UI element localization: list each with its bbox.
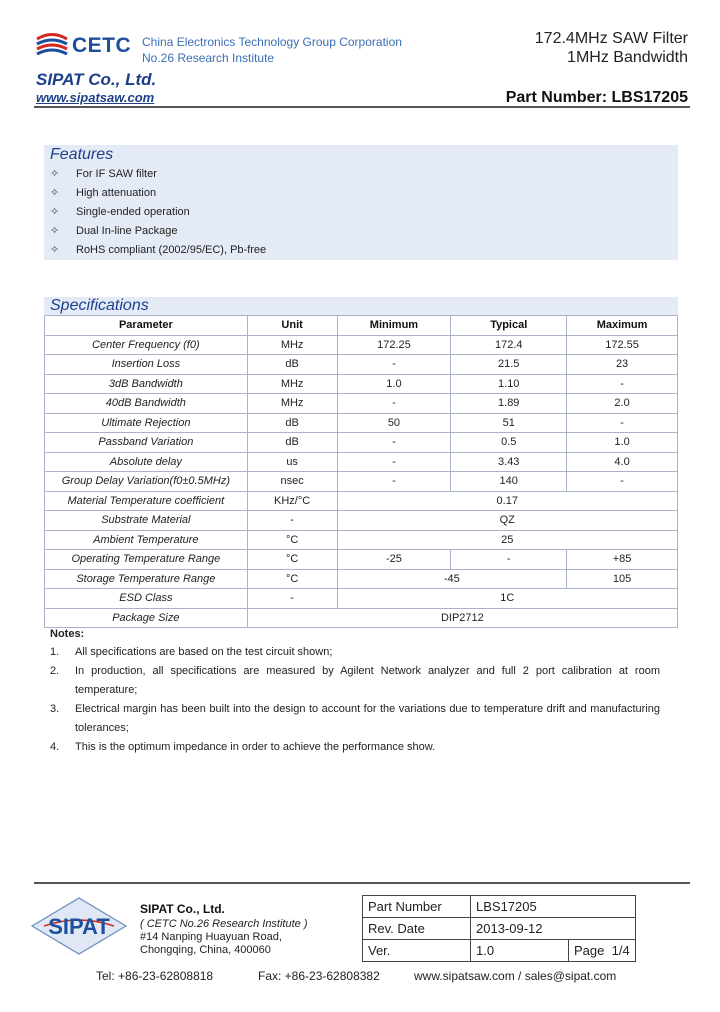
unit-cell: nsec	[247, 472, 337, 492]
value-cell: 25	[337, 530, 677, 550]
min-cell: -	[337, 452, 451, 472]
unit-cell: us	[247, 452, 337, 472]
footer-fax: Fax: +86-23-62808382	[258, 969, 380, 983]
table-header-row	[45, 316, 678, 336]
typ-cell: 21.5	[451, 355, 567, 375]
unit-cell: MHz	[247, 335, 337, 355]
unit-cell: °C	[247, 550, 337, 570]
table-row	[45, 355, 678, 375]
footer-company: SIPAT Co., Ltd.	[140, 902, 225, 916]
param-cell: 40dB Bandwidth	[45, 394, 248, 414]
col-header: Maximum	[567, 316, 678, 336]
diamond-bullet-icon: ✧	[50, 168, 60, 180]
table-row	[45, 472, 678, 492]
typ-cell: 3.43	[451, 452, 567, 472]
cetc-logo-text: CETC	[72, 34, 132, 57]
min-cell: -	[337, 433, 451, 453]
typ-cell: 1.10	[451, 374, 567, 394]
part-label: Part Number	[363, 896, 471, 918]
typ-cell: -	[451, 550, 567, 570]
table-row	[45, 413, 678, 433]
param-cell: Package Size	[45, 608, 248, 628]
sipat-logo-icon	[30, 896, 128, 956]
col-header: Minimum	[337, 316, 451, 336]
typ-cell: 51	[451, 413, 567, 433]
param-cell: Ambient Temperature	[45, 530, 248, 550]
value-cell: DIP2712	[247, 608, 677, 628]
footer-divider	[34, 882, 690, 884]
table-row	[45, 335, 678, 355]
footer-tel: Tel: +86-23-62808818	[96, 969, 214, 983]
company-name: SIPAT Co., Ltd.	[36, 70, 157, 89]
features-title: Features	[50, 146, 114, 163]
table-row	[45, 511, 678, 531]
document-info-table	[362, 895, 636, 962]
max-cell: 105	[567, 569, 678, 589]
specifications-title: Specifications	[50, 297, 149, 314]
doc-subtitle: 1MHz Bandwidth	[567, 49, 688, 66]
unit-cell: dB	[247, 355, 337, 375]
table-row	[363, 918, 636, 940]
table-row	[45, 608, 678, 628]
value-cell: 1C	[337, 589, 677, 609]
footer-address: #14 Nanping Huayuan Road,	[140, 931, 282, 943]
list-item: 2. In production, all specifications are measured by Agilent Network analyzer and full 2 port calibration at room temperature;	[50, 665, 660, 696]
list-item: 1. All specifications are based on the test circuit shown;	[50, 646, 333, 658]
param-cell: Insertion Loss	[45, 355, 248, 375]
max-cell: 2.0	[567, 394, 678, 414]
max-cell: -	[567, 472, 678, 492]
table-row	[45, 374, 678, 394]
diamond-bullet-icon: ✧	[50, 187, 60, 199]
specifications-table	[44, 315, 678, 628]
doc-title: 172.4MHz SAW Filter	[534, 30, 688, 47]
unit-cell: dB	[247, 433, 337, 453]
max-cell: +85	[567, 550, 678, 570]
part-number: Part Number: LBS17205	[505, 89, 688, 106]
table-row	[363, 896, 636, 918]
ver-label: Ver.	[363, 940, 471, 962]
list-item: 4. This is the optimum impedance in order to achieve the performance show.	[50, 741, 436, 753]
org-name: China Electronics Technology Group Corporation	[142, 35, 402, 49]
min-cell: -25	[337, 550, 451, 570]
table-row	[45, 433, 678, 453]
col-header: Parameter	[45, 316, 248, 336]
footer-web-email[interactable]: www.sipatsaw.com / sales@sipat.com	[414, 969, 617, 983]
table-row	[45, 550, 678, 570]
min-cell: -	[337, 394, 451, 414]
min-cell: -	[337, 472, 451, 492]
typ-cell: 1.89	[451, 394, 567, 414]
unit-cell: -	[247, 511, 337, 531]
param-cell: Operating Temperature Range	[45, 550, 248, 570]
table-row	[45, 394, 678, 414]
ver-value: 1.0	[471, 940, 569, 962]
typ-cell: 172.4	[451, 335, 567, 355]
min-cell: 50	[337, 413, 451, 433]
unit-cell: dB	[247, 413, 337, 433]
page-cell: Page 1/4	[569, 940, 636, 962]
footer-city: Chongqing, China, 400060	[140, 944, 271, 956]
max-cell: 1.0	[567, 433, 678, 453]
table-row	[363, 940, 636, 962]
param-cell: 3dB Bandwidth	[45, 374, 248, 394]
unit-cell: KHz/°C	[247, 491, 337, 511]
max-cell: 4.0	[567, 452, 678, 472]
list-item: ✧ High attenuation	[50, 187, 157, 199]
param-cell: Passband Variation	[45, 433, 248, 453]
min-cell: -	[337, 355, 451, 375]
param-cell: Group Delay Variation(f0±0.5MHz)	[45, 472, 248, 492]
param-cell: ESD Class	[45, 589, 248, 609]
list-item: 3. Electrical margin has been built into the design to account for the variations due to temperature drift and manufacturing tolerances;	[50, 703, 660, 734]
param-cell: Material Temperature coefficient	[45, 491, 248, 511]
col-header: Typical	[451, 316, 567, 336]
org-institute: No.26 Research Institute	[142, 51, 275, 65]
list-item: ✧ RoHS compliant (2002/95/EC), Pb-free	[50, 244, 267, 256]
rev-value: 2013-09-12	[471, 918, 636, 940]
min-cell: 172.25	[337, 335, 451, 355]
table-row	[45, 530, 678, 550]
param-cell: Absolute delay	[45, 452, 248, 472]
unit-cell: -	[247, 589, 337, 609]
param-cell: Ultimate Rejection	[45, 413, 248, 433]
min-cell: 1.0	[337, 374, 451, 394]
cetc-logo-icon	[34, 30, 70, 62]
diamond-bullet-icon: ✧	[50, 225, 60, 237]
max-cell: 172.55	[567, 335, 678, 355]
max-cell: -	[567, 374, 678, 394]
footer-institute: ( CETC No.26 Research Institute )	[140, 918, 308, 930]
rev-label: Rev. Date	[363, 918, 471, 940]
table-row	[45, 569, 678, 589]
notes-title: Notes:	[50, 628, 85, 640]
typ-cell: 0.5	[451, 433, 567, 453]
website-link[interactable]: www.sipatsaw.com	[36, 90, 155, 105]
max-cell: -	[567, 413, 678, 433]
table-row	[45, 589, 678, 609]
max-cell: 23	[567, 355, 678, 375]
diamond-bullet-icon: ✧	[50, 206, 60, 218]
unit-cell: MHz	[247, 374, 337, 394]
notes-section	[50, 628, 660, 757]
param-cell: Substrate Material	[45, 511, 248, 531]
col-header: Unit	[247, 316, 337, 336]
features-list	[50, 166, 266, 261]
typ-cell: 140	[451, 472, 567, 492]
unit-cell: °C	[247, 569, 337, 589]
value-cell: QZ	[337, 511, 677, 531]
diamond-bullet-icon: ✧	[50, 244, 60, 256]
part-value: LBS17205	[471, 896, 636, 918]
param-cell: Storage Temperature Range	[45, 569, 248, 589]
min-cell: -45	[337, 569, 567, 589]
list-item: ✧ For IF SAW filter	[50, 168, 157, 180]
list-item: ✧ Single-ended operation	[50, 206, 190, 218]
value-cell: 0.17	[337, 491, 677, 511]
table-row	[45, 491, 678, 511]
table-row	[45, 452, 678, 472]
header-divider	[34, 106, 690, 108]
unit-cell: °C	[247, 530, 337, 550]
list-item: ✧ Dual In-line Package	[50, 225, 178, 237]
svg-text:SIPAT: SIPAT	[48, 914, 110, 939]
param-cell: Center Frequency (f0)	[45, 335, 248, 355]
unit-cell: MHz	[247, 394, 337, 414]
